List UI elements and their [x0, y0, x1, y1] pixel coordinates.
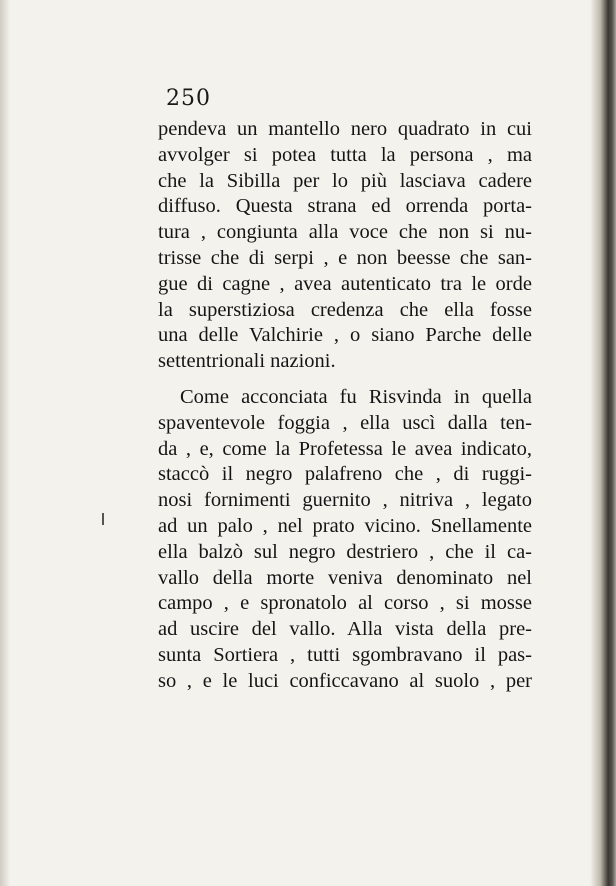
text-line: settentrionali nazioni.: [158, 350, 336, 373]
text-line: una delle Valchirie , o siano Parche delle: [158, 324, 532, 347]
text-line: ella balzò sul negro destriero , che il ca-: [158, 540, 532, 563]
text-line: da , e, come la Profetessa le avea indicato,: [158, 437, 532, 460]
margin-mark: [102, 513, 104, 525]
text-line: Come acconciata fu Risvinda in quella: [180, 385, 532, 408]
text-line: diffuso. Questa strana ed orrenda porta-: [158, 195, 532, 218]
text-line: staccò il negro palafreno che , di ruggi-: [158, 463, 532, 486]
body-text: [158, 117, 532, 695]
text-line: sunta Sortiera , tutti sgombravano il pas-: [158, 643, 532, 666]
text-line: la superstiziosa credenza che ella fosse: [158, 298, 532, 321]
paragraph-1: [158, 117, 532, 375]
text-line: gue di cagne , avea autenticato tra le orde: [158, 272, 532, 295]
paragraph-gap: [158, 375, 532, 385]
text-line: che la Sibilla per lo più lasciava cadere: [158, 169, 532, 192]
page-number: 250: [166, 86, 211, 111]
paragraph-2: [158, 385, 532, 695]
text-line: pendeva un mantello nero quadrato in cui: [158, 118, 532, 140]
text-line: nosi fornimenti guernito , nitriva , legato: [158, 489, 532, 512]
text-line: spaventevole foggia , ella uscì dalla ten-: [158, 411, 532, 434]
text-line: vallo della morte veniva denominato nel: [158, 566, 532, 589]
text-line: trisse che di serpi , e non beesse che san-: [158, 246, 532, 269]
text-line: ad uscire del vallo. Alla vista della pre-: [158, 618, 532, 641]
page-left-edge-shadow: [0, 0, 10, 886]
text-line: tura , congiunta alla voce che non si nu-: [158, 221, 532, 244]
text-line: avvolger si potea tutta la persona , ma: [158, 143, 532, 166]
text-line: campo , e spronatolo al corso , si mosse: [158, 592, 532, 615]
book-gutter-shadow: [590, 0, 616, 886]
text-line: ad un palo , nel prato vicino. Snellamente: [158, 514, 532, 537]
text-line: so , e le luci conficcavano al suolo , per: [158, 669, 532, 692]
